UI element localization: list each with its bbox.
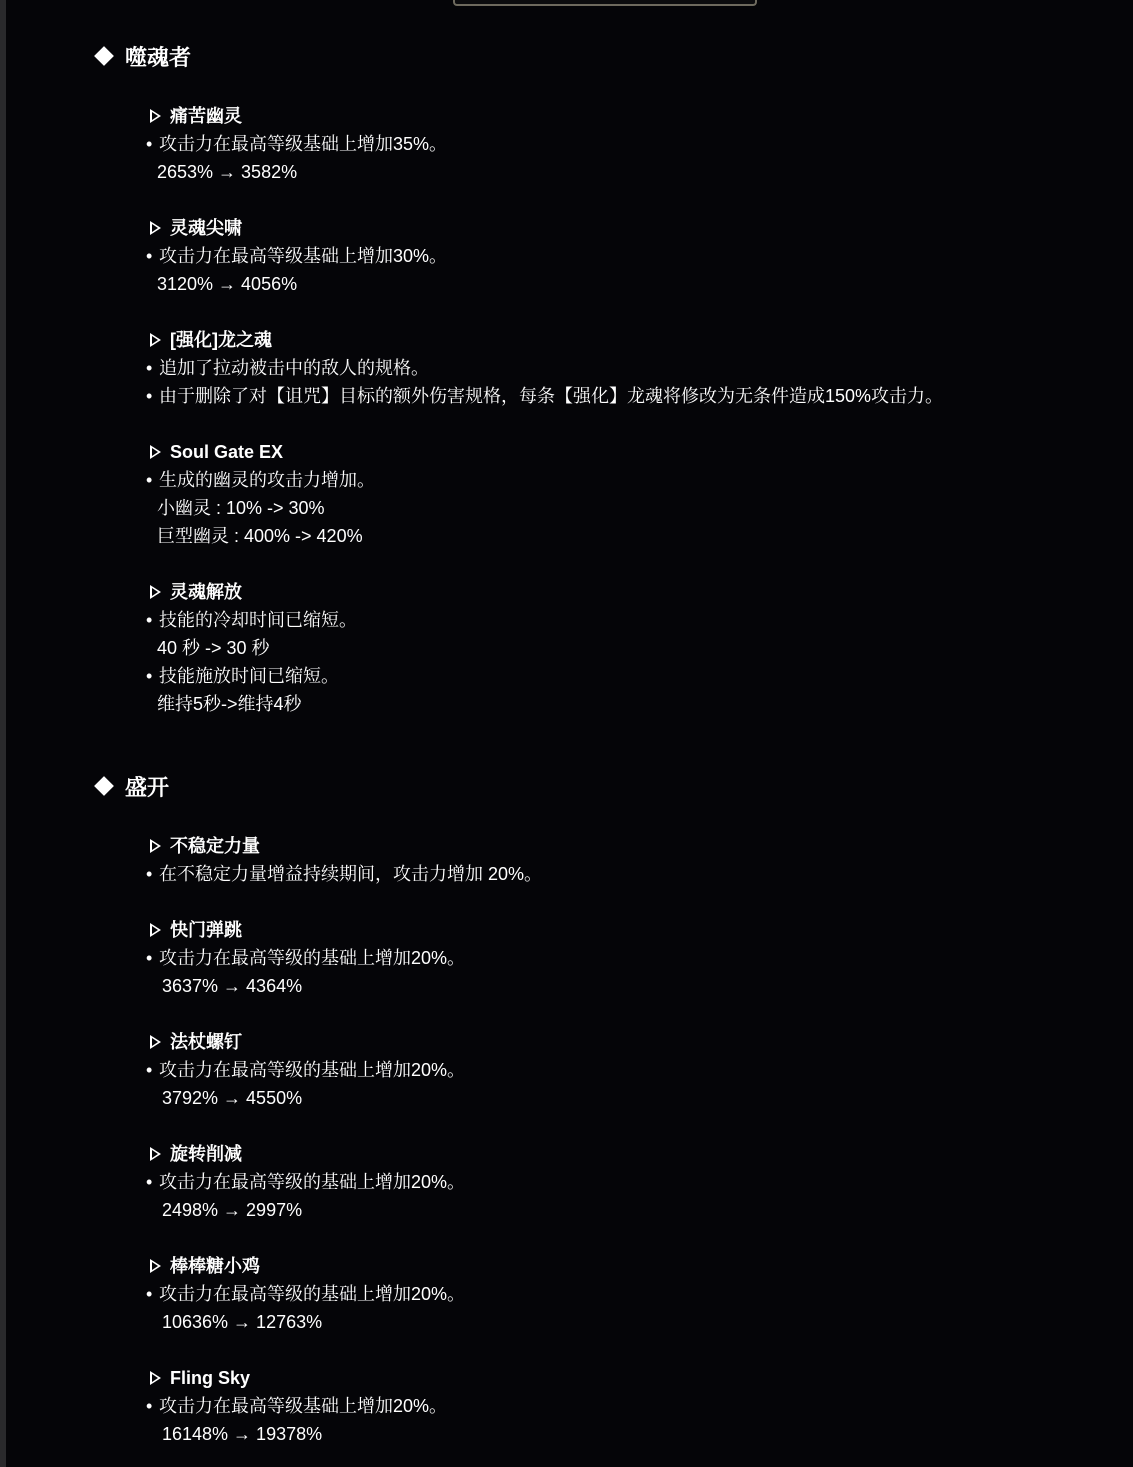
skill-block <box>146 326 1106 410</box>
skill-name-text: Soul Gate EX <box>170 442 284 462</box>
skill-name-text: 痛苦幽灵 <box>170 106 242 126</box>
triangle-outline-icon <box>150 1035 161 1049</box>
skill-block <box>146 1028 1106 1112</box>
bullet-line: • 攻击力在最高等级的基础上增加20%。 <box>146 1056 1106 1084</box>
value-line: 维持5秒->维持4秒 <box>157 694 302 714</box>
triangle-outline-icon <box>150 445 161 459</box>
skill-name <box>146 214 1106 242</box>
skill-block <box>146 916 1106 1000</box>
triangle-outline-icon <box>150 1147 161 1161</box>
value-line: 2653% → 3582% <box>157 162 298 182</box>
bullet-line: • 技能施放时间已缩短。 <box>146 662 1106 690</box>
bullet-line: • 由于删除了对【诅咒】目标的额外伤害规格，每条【强化】龙魂将修改为无条件造成150%攻击力。 <box>146 382 1106 410</box>
value-line: 40 秒 -> 30 秒 <box>157 638 270 658</box>
skill-name-text: 快门弹跳 <box>170 920 242 940</box>
skill-block <box>146 438 1106 550</box>
section-title-bloom <box>94 774 169 802</box>
bullet-line: • 追加了拉动被击中的敌人的规格。 <box>146 354 1106 382</box>
triangle-outline-icon <box>150 1259 161 1273</box>
skill-block <box>146 578 1106 718</box>
skill-block <box>146 1140 1106 1224</box>
bullet-line: • 攻击力在最高等级基础上增加20%。 <box>146 1392 1106 1420</box>
diamond-bullet-icon <box>94 776 114 796</box>
skill-block <box>146 1252 1106 1336</box>
value-line: 16148% → 19378% <box>162 1424 323 1444</box>
skill-name-text: 旋转削减 <box>170 1144 242 1164</box>
skill-name-text: [强化]龙之魂 <box>170 330 272 350</box>
bullet-line: • 攻击力在最高等级基础上增加30%。 <box>146 242 1106 270</box>
triangle-outline-icon <box>150 109 161 123</box>
value-line: 巨型幽灵 : 400% -> 420% <box>157 526 363 546</box>
skill-name-text: 不稳定力量 <box>170 836 260 856</box>
skill-name-text: 棒棒糖小鸡 <box>170 1256 260 1276</box>
skill-block <box>146 102 1106 186</box>
diamond-bullet-icon <box>94 46 114 66</box>
page-left-border <box>0 0 6 1467</box>
skill-name <box>146 326 1106 354</box>
section-title-soul-eater <box>94 44 191 72</box>
skill-name <box>146 438 1106 466</box>
skill-name <box>146 102 1106 130</box>
skill-name <box>146 1252 1106 1280</box>
triangle-outline-icon <box>150 221 161 235</box>
skill-name <box>146 578 1106 606</box>
value-line: 3792% → 4550% <box>162 1088 303 1108</box>
skill-name <box>146 916 1106 944</box>
skill-name <box>146 1140 1106 1168</box>
value-line: 小幽灵 : 10% -> 30% <box>157 498 325 518</box>
bullet-line: • 攻击力在最高等级的基础上增加20%。 <box>146 1168 1106 1196</box>
bullet-line: • 攻击力在最高等级基础上增加35%。 <box>146 130 1106 158</box>
value-line: 2498% → 2997% <box>162 1200 303 1220</box>
value-line: 10636% → 12763% <box>162 1312 323 1332</box>
value-line: 3637% → 4364% <box>162 976 303 996</box>
skill-name <box>146 1364 1106 1392</box>
triangle-outline-icon <box>150 585 161 599</box>
bullet-line: • 攻击力在最高等级的基础上增加20%。 <box>146 1280 1106 1308</box>
top-tab-frame <box>453 0 757 6</box>
skill-block <box>146 1364 1106 1448</box>
skill-block <box>146 832 1106 888</box>
skill-name-text: 灵魂解放 <box>170 582 242 602</box>
triangle-outline-icon <box>150 1371 161 1385</box>
bullet-line: • 攻击力在最高等级的基础上增加20%。 <box>146 944 1106 972</box>
section-title-text: 盛开 <box>125 775 170 800</box>
triangle-outline-icon <box>150 923 161 937</box>
skill-name-text: Fling Sky <box>170 1368 251 1388</box>
value-line: 3120% → 4056% <box>157 274 298 294</box>
bullet-line: • 生成的幽灵的攻击力增加。 <box>146 466 1106 494</box>
bullet-line: • 技能的冷却时间已缩短。 <box>146 606 1106 634</box>
skill-name-text: 法杖螺钉 <box>170 1032 242 1052</box>
skill-name <box>146 832 1106 860</box>
bullet-line: • 在不稳定力量增益持续期间，攻击力增加 20%。 <box>146 860 1106 888</box>
triangle-outline-icon <box>150 333 161 347</box>
section-title-text: 噬魂者 <box>125 45 192 70</box>
skill-block <box>146 214 1106 298</box>
triangle-outline-icon <box>150 839 161 853</box>
skill-name <box>146 1028 1106 1056</box>
skill-name-text: 灵魂尖啸 <box>170 218 242 238</box>
